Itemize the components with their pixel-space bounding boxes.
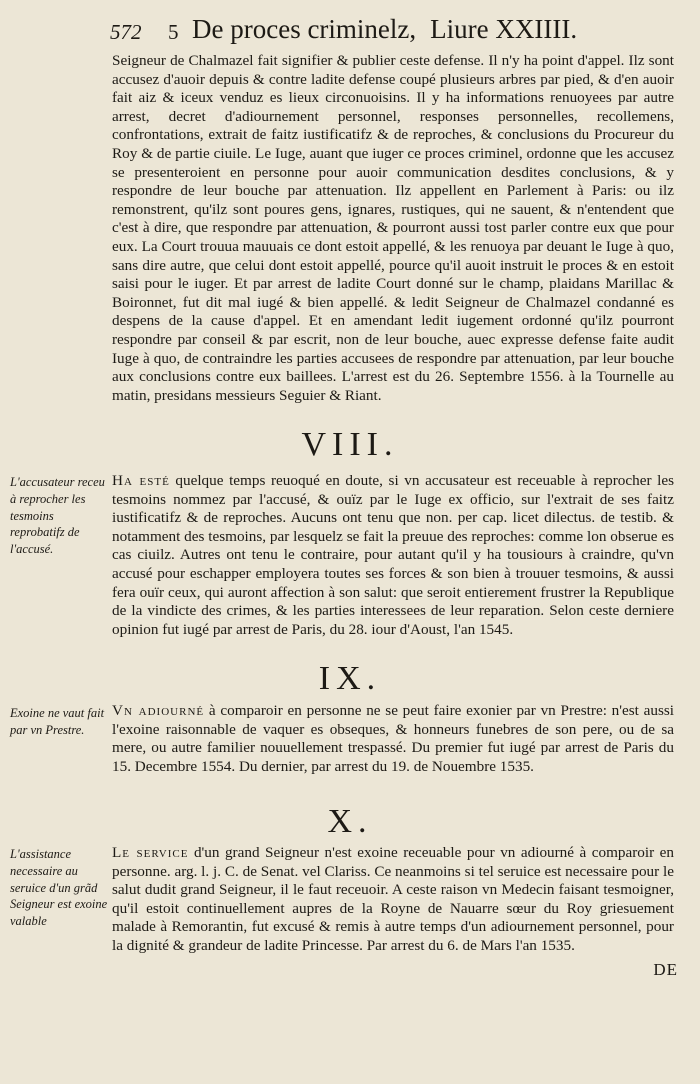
section-heading-x: X. [327,803,373,840]
paragraph: Seigneur de Chalmazel fait signifier & publier ceste defense. Il n'y ha point d'appel. Ilz sont accusez d'auoir depuis & contre ladite defense coupé plusieurs arbres par pied, & d'en auoir fait aiz & iceux venduz es lieux circonuoisins. Il y ha informations renuoyees par autre arrest, decret d'adiournement personnel, responses personnelles, recollemens, confrontations, extrait de faitz iustificatifz & de reproches, & conclusions du Procureur du Roy & de partie ciuile. Le Iuge, auant que iuger ce proces criminel, ordonne que les accusez se presenteroient en personne pour auoir communication desdites conclusions, & y respondre de leur bouche par attenuation. Ilz appellent en Parlement à Paris: ou ilz remonstrent, qu'ilz sont poures gens, ignares, rustiques, qui ne sauent, & n'entendent que c'est à dire, que respondre par attenuation, & pourront aussi tost parler contre eux que pour eux. La Court trouua mauuais ce dont estoit appellé, & les renuoya par deuant le Iuge à quo, sans dire autre, que celui dont estoit appellé, pource qu'il auoit instruit le proces & en estoit saisi pour le iuger. Et par arrest de ladite Court donné sur le champ, plaidans Marillac & Boironnet, fut dit mal iugé & bien appellé. & ledit Seigneur de Chalmazel condanné es despens de la cause d'appel. Et en amendant ledit iugement ordonné qu'ilz pourront respondre par conseil & par escrit, non de leur bouche, auec expresse defense faite audit Iuge à quo, de contraindre les parties accusees de respondre par attenuation, par leur bouche aux conclusions contre eux baillees. L'arrest est du 26. Septembre 1556. à la Tournelle au matin, presidans messieurs Seguier & Riant. [112,52,674,404]
paragraph: à comparoir en personne ne se peut faire exonier par vn Prestre: n'est aussi l'exoine raisonnable de vaquer es obseques, & honneurs funebres de son pere, ou de sa mere, ou autre familier nouuellement trespassé. Du premier fut iugé par arrest de Paris du 15. Decembre 1554. Du dernier, par arrest du 19. de Nouembre 1535. [112,702,675,775]
section-x-text [112,844,674,956]
lead-words: Vn adiourné [112,702,205,719]
running-header [110,14,680,50]
section-heading-ix: IX. [318,660,382,697]
section-viii-text [112,472,674,639]
margin-note-x: L'assistance necessaire au seruice d'un grãd Seigneur est exoine valable [10,847,108,929]
page-number: 572 [110,20,142,44]
section-ix-text [112,702,674,776]
paragraph: d'un grand Seigneur n'est exoine receuable pour vn adiourné à comparoir en personne. arg. l. j. C. de Senat. vel Clariss. Ce neanmoins si tel seruice est necessaire pour le salut dudit grand Seigneur, il le faut receuoir. A ceste raison vn Medecin faisant tesmoigner, qu'il estoit continuellement aupres de la Royne de Nauarre sœur du Roy griesuement malade à Remorantin, fut excusé & remis à autre temps d'un adiournement personnel, pour la dignité & grandeur de ladite Princesse. Par arrest du 6. de Mars l'an 1535. [112,844,674,954]
margin-note-ix: Exoine ne vaut fait par vn Prestre. [10,706,105,737]
catchword: DE [653,960,678,979]
lead-words: Le service [112,844,189,861]
section-heading-viii: VIII. [301,426,399,463]
paragraph: quelque temps reuoqué en doute, si vn accusateur est receuable à reprocher les tesmoins nommez par l'accusé, & ouïz par le Iuge ex officio, sur l'extrait de ses faitz iustificatifz & de reproches. Aucuns ont tenu que non. per cap. licet dilectus. de testib. & notamment des tesmoins, par lesquelz se fait la preuue des reproches: comme lon obserue es cas ciuilz. Autres ont tenu le contraire, pour autant qu'il y ha tousiours à craindre, qu'vn accusé pour eschapper employera toutes ses forces & son bien à trouuer tesmoins, & aussi fera ouïr ceux, qui auront affection à son salut: que seroit entierement frustrer la Republique de la vindicte des crimes, & les parties interessees de leur reparation. Selon ceste derniere opinion fut iugé par arrest de Paris, du 28. iour d'Aoust, l'an 1545. [112,472,675,638]
signature-mark: 5 [168,20,179,44]
running-title-text: De proces criminelz, [192,14,417,44]
margin-note-viii: L'accusateur receu à reprocher les tesmoins reprobatifz de l'accusé. [10,475,105,557]
section-continuation-text [112,52,674,405]
running-title [192,14,577,45]
book-number: Liure XXIIII. [430,14,578,44]
lead-words: Ha esté [112,472,170,489]
